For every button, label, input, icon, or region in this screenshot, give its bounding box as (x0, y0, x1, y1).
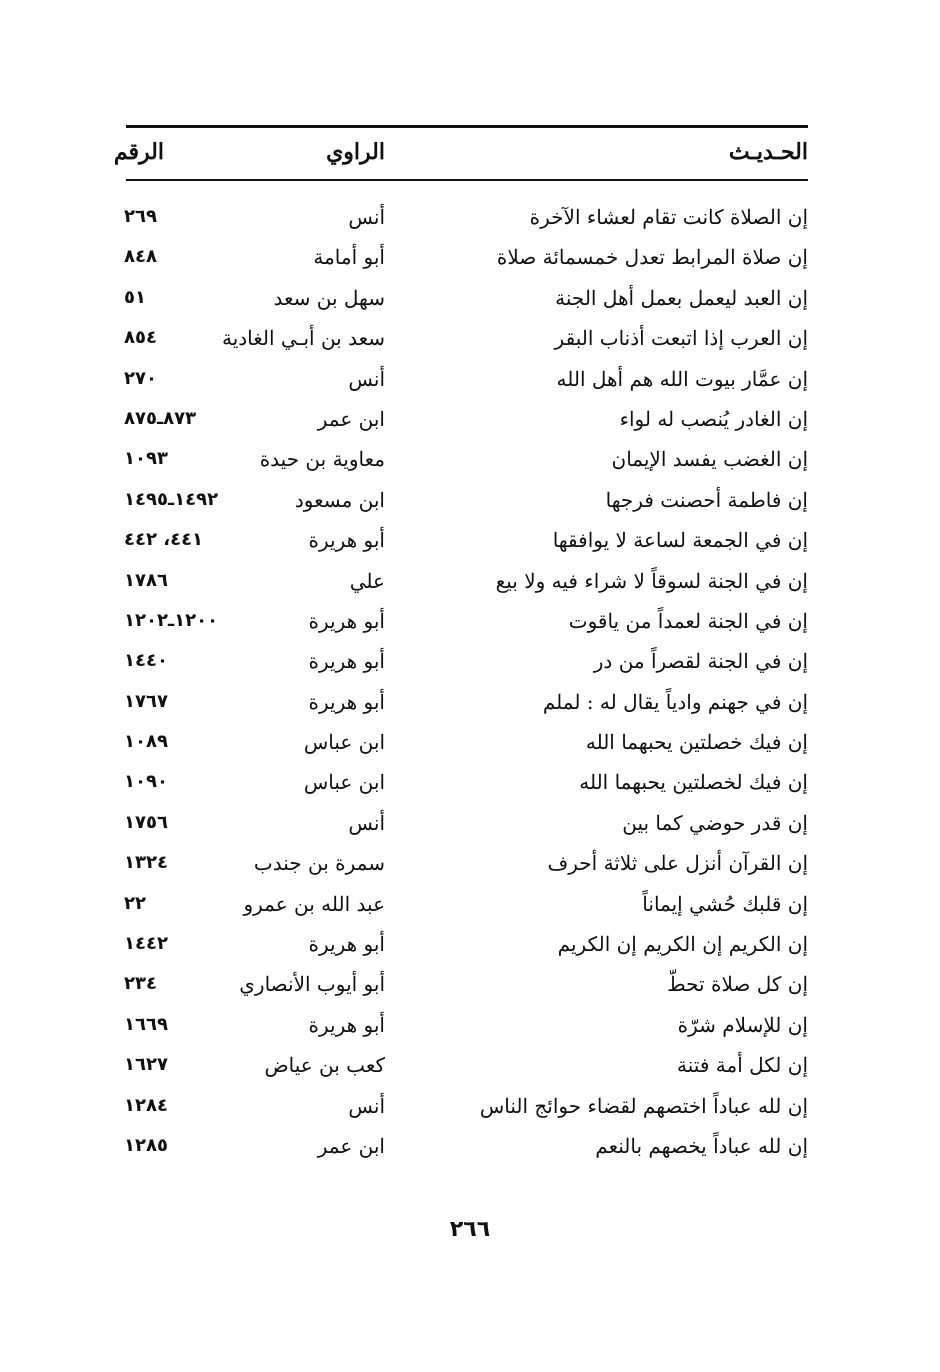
hadith-number: ١٦٢٧ (124, 1054, 168, 1076)
hadith-text: إن في الجنة لعمداً من ياقوت (568, 608, 808, 633)
table-row (0, 762, 940, 802)
table-row (0, 1086, 940, 1126)
table-row (0, 924, 940, 964)
hadith-number: ١٢٨٤ (124, 1094, 168, 1116)
table-row (0, 601, 940, 641)
hadith-number: ٢٦٩ (124, 206, 157, 227)
hadith-number: ٢٢ (124, 892, 146, 914)
narrator-name: أبو هريرة (308, 528, 385, 553)
hadith-index-table (0, 197, 940, 1166)
hadith-number: ٢٧٠ (124, 367, 157, 389)
narrator-name: أبو هريرة (308, 649, 385, 674)
hadith-number: ١٤٤٠ (124, 650, 168, 672)
hadith-text: إن الغادر يُنصب له لواء (619, 406, 808, 431)
hadith-text: إن العبد ليعمل بعمل أهل الجنة (555, 285, 808, 310)
table-row (0, 641, 940, 681)
hadith-number: ٨٤٨ (124, 246, 157, 268)
narrator-name: ابن عمر (317, 1133, 385, 1158)
hadith-number: ١٣٢٤ (124, 852, 168, 874)
narrator-name: أبو هريرة (308, 689, 385, 714)
table-row (0, 399, 940, 439)
hadith-number: ١٠٩٣ (124, 448, 168, 470)
narrator-name: سعد بن أبـي الغادية (221, 326, 385, 351)
hadith-text: إن في الجمعة لساعة لا يوافقها (552, 528, 808, 553)
hadith-text: إن لكل أمة فتنة (677, 1053, 808, 1078)
hadith-text: إن الغضب يفسد الإيمان (611, 447, 808, 472)
table-row (0, 480, 940, 520)
hadith-text: إن لله عباداً اختصهم لقضاء حوائج الناس (479, 1093, 808, 1118)
narrator-name: ابن مسعود (294, 487, 385, 512)
header-narrator: الراوي (326, 139, 385, 165)
hadith-text: إن الكريم إن الكريم إن الكريم (557, 932, 808, 957)
hadith-text: إن في جهنم وادياً يقال له : لملم (542, 689, 808, 714)
hadith-number: ١٢٠٠ـ١٢٠٢ (124, 609, 219, 631)
table-row (0, 439, 940, 479)
hadith-number: ١٤٤٢ (124, 933, 168, 955)
table-row (0, 561, 940, 601)
narrator-name: أنس (348, 366, 385, 391)
table-row (0, 237, 940, 277)
narrator-name: أبو أمامة (313, 245, 385, 270)
header-hadith: الحـديـث (728, 139, 808, 165)
hadith-number: ١٧٦٧ (124, 690, 168, 712)
hadith-number: ٤٤١، ٤٤٢ (124, 529, 204, 551)
narrator-name: عبد الله بن عمرو (243, 891, 385, 916)
table-row (0, 1045, 940, 1085)
hadith-number: ١٧٨٦ (124, 569, 168, 591)
narrator-name: سهل بن سعد (273, 285, 385, 310)
hadith-number: ١٧٥٦ (124, 811, 168, 833)
hadith-number: ١٦٦٩ (124, 1013, 168, 1035)
table-row (0, 520, 940, 560)
narrator-name: أبو أيوب الأنصاري (239, 972, 385, 997)
hadith-number: ١٢٨٥ (124, 1134, 168, 1156)
hadith-number: ١٠٨٩ (124, 731, 168, 753)
hadith-number: ٨٥٤ (124, 327, 157, 349)
narrator-name: ابن عباس (303, 770, 385, 795)
narrator-name: كعب بن عياض (264, 1053, 385, 1078)
table-header (0, 134, 940, 174)
hadith-text: إن قدر حوضي كما بين (622, 810, 808, 835)
header-number: الرقم (113, 139, 164, 165)
hadith-text: إن قلبك حُشي إيماناً (642, 891, 808, 916)
table-row (0, 278, 940, 318)
table-row (0, 964, 940, 1004)
hadith-text: إن فيك لخصلتين يحبهما الله (579, 770, 808, 795)
narrator-name: معاوية بن حيدة (259, 447, 385, 472)
table-row (0, 843, 940, 883)
table-row (0, 359, 940, 399)
table-header-rule (126, 179, 808, 181)
hadith-text: إن الصلاة كانت تقام لعشاء الآخرة (529, 205, 808, 229)
hadith-number: ٥١ (124, 286, 146, 308)
hadith-number: ٨٧٣ـ٨٧٥ (124, 407, 197, 429)
hadith-text: إن للإسلام شرّة (677, 1012, 808, 1037)
narrator-name: أبو هريرة (308, 1012, 385, 1037)
table-row (0, 1126, 940, 1166)
table-row (0, 722, 940, 762)
table-row (0, 197, 940, 237)
hadith-number: ١٤٩٢ـ١٤٩٥ (124, 488, 219, 510)
hadith-text: إن كل صلاة تحطّ (667, 972, 808, 997)
narrator-name: أنس (348, 205, 385, 229)
hadith-text: إن صلاة المرابط تعدل خمسمائة صلاة (496, 245, 808, 270)
table-top-rule (126, 125, 808, 128)
table-row (0, 803, 940, 843)
hadith-number: ٢٣٤ (124, 973, 157, 995)
page-number: ٢٦٦ (449, 1217, 491, 1242)
table-row (0, 682, 940, 722)
hadith-text: إن فاطمة أحصنت فرجها (605, 487, 808, 512)
narrator-name: أنس (348, 1093, 385, 1118)
narrator-name: علي (349, 568, 385, 593)
hadith-number: ١٠٩٠ (124, 771, 168, 793)
table-row (0, 1005, 940, 1045)
narrator-name: أبو هريرة (308, 608, 385, 633)
narrator-name: أنس (348, 810, 385, 835)
hadith-text: إن عمَّار بيوت الله هم أهل الله (556, 366, 808, 391)
hadith-text: إن القرآن أنزل على ثلاثة أحرف (547, 851, 808, 876)
narrator-name: ابن عباس (303, 730, 385, 755)
table-row (0, 884, 940, 924)
narrator-name: سمرة بن جندب (253, 851, 385, 876)
hadith-text: إن لله عباداً يخصهم بالنعم (595, 1133, 808, 1158)
narrator-name: أبو هريرة (308, 932, 385, 957)
hadith-text: إن في الجنة لقصراً من در (593, 649, 808, 674)
narrator-name: ابن عمر (317, 406, 385, 431)
hadith-text: إن فيك خصلتين يحبهما الله (585, 730, 808, 755)
hadith-text: إن في الجنة لسوقاً لا شراء فيه ولا بيع (495, 568, 808, 593)
table-row (0, 318, 940, 358)
hadith-text: إن العرب إذا اتبعت أذناب البقر (554, 326, 808, 351)
